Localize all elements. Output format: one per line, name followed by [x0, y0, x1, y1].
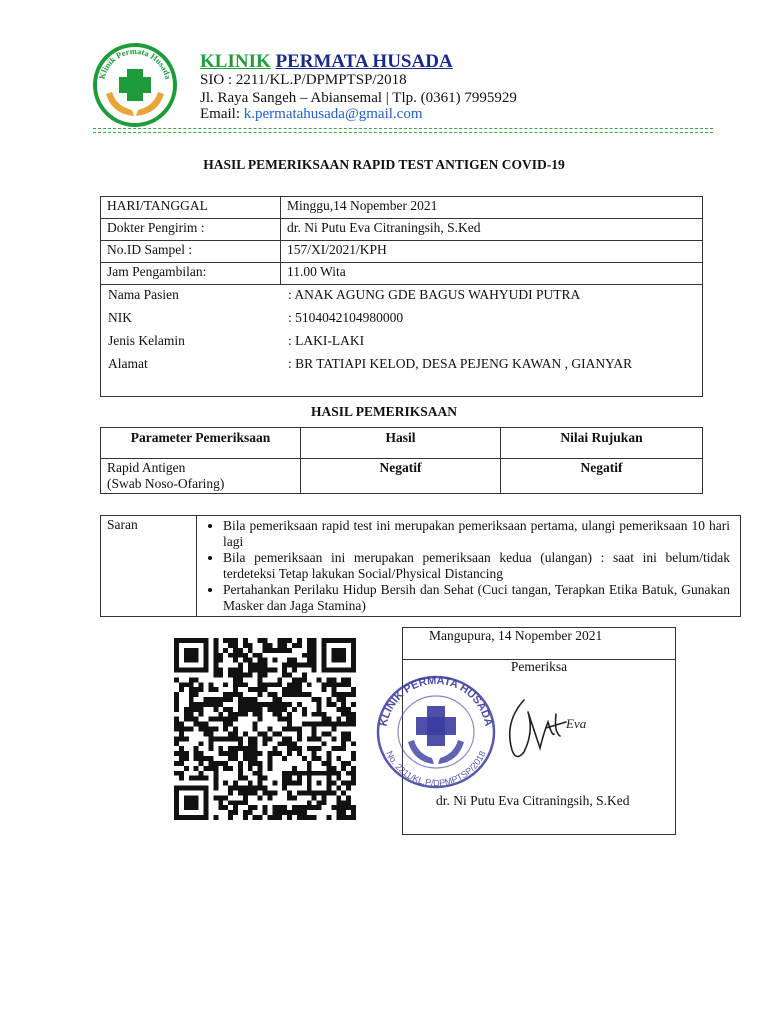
- result-hasil: Negatif: [301, 459, 501, 494]
- list-item: • Bila pemeriksaan ini merupakan pemeriksaan kedua (ulangan) : saat ini belum/tidak terdeteksi Tetap lakukan Social/Physical Distancing: [223, 550, 730, 582]
- results-header-row: [101, 428, 703, 459]
- header-parameter: Parameter Pemeriksaan: [101, 428, 301, 459]
- document-title: HASIL PEMERIKSAAN RAPID TEST ANTIGEN COVID-19: [203, 157, 565, 172]
- clinic-name: [200, 52, 453, 72]
- info-row: [101, 197, 703, 219]
- saran-row: [101, 516, 741, 617]
- results-table: [100, 427, 703, 494]
- clinic-stamp: [372, 672, 500, 790]
- info-row: [101, 263, 703, 285]
- patient-info-table: [100, 196, 703, 397]
- email-label: Email:: [200, 106, 240, 122]
- saran-label: Saran: [101, 516, 197, 617]
- info-value: 11.00 Wita: [281, 263, 703, 285]
- patient-gender-value: : LAKI-LAKI: [288, 333, 365, 348]
- header-hasil: Hasil: [301, 428, 501, 459]
- signature-role: Pemeriksa: [510, 659, 568, 674]
- clinic-email-line: [200, 105, 423, 123]
- info-value: 157/XI/2021/KPH: [281, 241, 703, 263]
- info-label: HARI/TANGGAL: [101, 197, 281, 219]
- result-parameter: [101, 459, 301, 494]
- parameter-method: (Swab Noso-Ofaring): [107, 476, 225, 491]
- info-label: Jam Pengambilan:: [101, 263, 281, 285]
- patient-gender-label: Jenis Kelamin: [108, 333, 185, 348]
- result-rujukan: Negatif: [501, 459, 703, 494]
- email-link[interactable]: k.permatahusada@gmail.com: [243, 106, 423, 122]
- info-row: [101, 241, 703, 263]
- svg-text:No. 2211/KL.P/DPMPTSP/2018: No. 2211/KL.P/DPMPTSP/2018: [384, 749, 488, 789]
- clinic-address: Jl. Raya Sangeh – Abiansemal | Tlp. (0361) 7995929: [200, 90, 517, 106]
- header-rujukan: Nilai Rujukan: [501, 428, 703, 459]
- parameter-name: Rapid Antigen: [107, 460, 186, 475]
- svg-text:Klinik Permata Husada: Klinik Permata Husada: [96, 45, 174, 81]
- patient-block: [101, 285, 703, 397]
- signature-name: dr. Ni Putu Eva Citraningsih, S.Ked: [436, 793, 630, 808]
- patient-address-value: : BR TATIAPI KELOD, DESA PEJENG KAWAN , GIANYAR: [288, 356, 633, 371]
- signature-date: Mangupura, 14 Nopember 2021: [403, 628, 675, 660]
- svg-text:KLINIK PERMATA HUSADA: KLINIK PERMATA HUSADA: [377, 674, 495, 728]
- list-item: • Pertahankan Perilaku Hidup Bersih dan Sehat (Cuci tangan, Terapkan Etika Batuk, Gunakan Masker dan Jaga Stamina): [223, 582, 730, 614]
- list-item: • Bila pemeriksaan rapid test ini merupakan pemeriksaan pertama, ulangi pemeriksaan 10 hari lagi: [223, 518, 730, 550]
- table-row: [101, 459, 703, 494]
- info-label: No.ID Sampel :: [101, 241, 281, 263]
- patient-name-label: Nama Pasien: [108, 287, 179, 302]
- patient-nik-value: : 5104042104980000: [288, 310, 404, 325]
- patient-name-value: : ANAK AGUNG GDE BAGUS WAHYUDI PUTRA: [288, 287, 581, 302]
- info-label: Dokter Pengirim :: [101, 219, 281, 241]
- clinic-name-rest: PERMATA HUSADA: [275, 51, 453, 72]
- clinic-name-word: KLINIK: [200, 51, 271, 72]
- qr-code: [174, 638, 356, 820]
- info-value: dr. Ni Putu Eva Citraningsih, S.Ked: [281, 219, 703, 241]
- patient-nik-label: NIK: [108, 310, 132, 325]
- saran-table: [100, 515, 741, 617]
- patient-address-label: Alamat: [108, 356, 148, 371]
- saran-list: [201, 518, 730, 614]
- info-value: Minggu,14 Nopember 2021: [281, 197, 703, 219]
- clinic-sio: SIO : 2211/KL.P/DPMPTSP/2018: [200, 72, 407, 88]
- header-divider-2: [93, 132, 713, 133]
- svg-text:Eva: Eva: [566, 716, 587, 731]
- results-title: HASIL PEMERIKSAAN: [311, 404, 457, 419]
- header-divider-1: [93, 128, 713, 129]
- handwritten-signature: [494, 692, 604, 772]
- info-row: [101, 219, 703, 241]
- clinic-logo: [92, 42, 178, 128]
